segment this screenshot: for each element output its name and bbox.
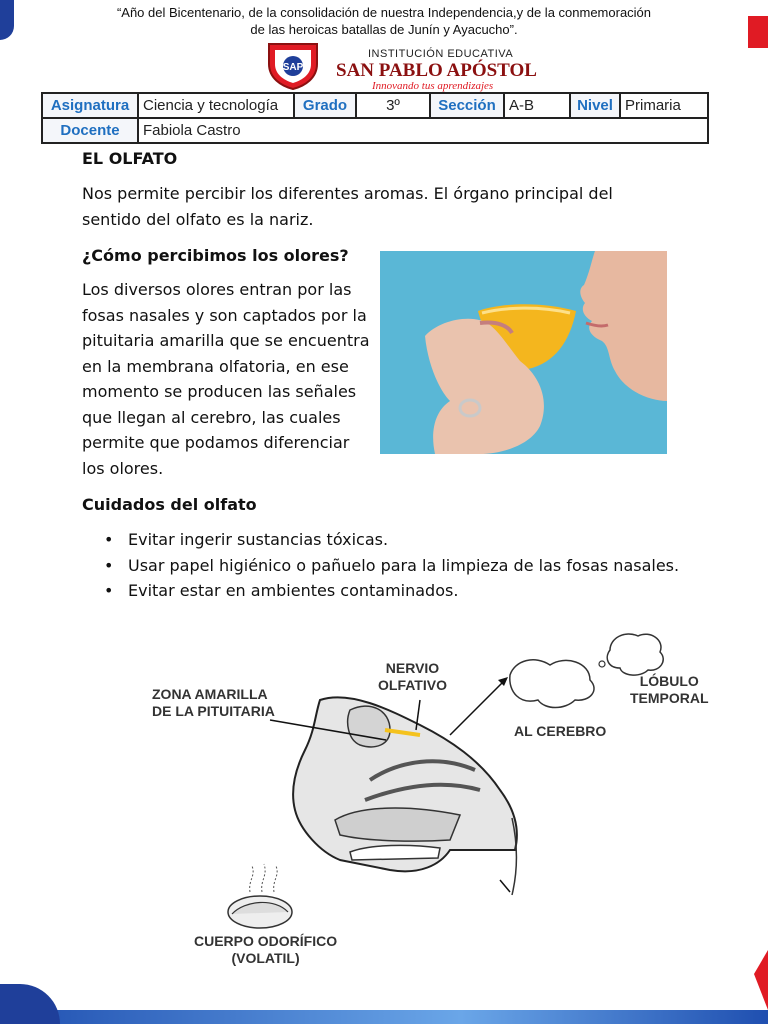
motto-line-1: “Año del Bicentenario, de la consolidación de nuestra Independencia,y de la conmemoración (116, 5, 652, 20)
how-heading: ¿Cómo percibimos los olores? (82, 246, 349, 265)
pituitary-zone-label-line-1: ZONA AMARILLA (152, 686, 268, 702)
motto-line-2: de las heroicas batallas de Junín y Ayacucho”. (250, 22, 518, 37)
corner-decoration-top-left (0, 0, 14, 40)
teacher-value: Fabiola Castro (138, 118, 708, 143)
national-motto (40, 4, 728, 38)
odorous-body-label-line-2: (VOLATIL) (231, 950, 300, 966)
course-info-table (41, 92, 709, 144)
section-value: A-B (504, 93, 570, 118)
course-info-row-1 (42, 93, 708, 118)
grade-value: 3º (356, 93, 430, 118)
subject-label: Asignatura (42, 93, 138, 118)
level-value: Primaria (620, 93, 708, 118)
temporal-lobe-label-line-1: LÓBULO (639, 673, 699, 689)
olfactory-nerve-label-line-2: OLFATIVO (378, 677, 447, 693)
institution-type-label: INSTITUCIÓN EDUCATIVA (368, 48, 514, 60)
institution-tagline: Innovando tus aprendizajes (372, 80, 494, 92)
shield-initials: SAP (282, 62, 304, 73)
care-list-item: • Evitar ingerir sustancias tóxicas. (128, 527, 708, 553)
school-shield-logo (265, 40, 321, 90)
temporal-lobe-label-line-2: TEMPORAL (630, 690, 709, 706)
olfactory-nerve-label-line-1: NERVIO (385, 660, 440, 676)
teacher-label: Docente (42, 118, 138, 143)
corner-decoration-bottom-right (754, 950, 768, 1010)
olfactory-nerve-label (378, 660, 447, 694)
odorous-body-label-line-1: CUERPO ODORÍFICO (194, 933, 338, 949)
subject-value: Ciencia y tecnología (138, 93, 294, 118)
footer-band (0, 1010, 768, 1024)
care-list (82, 527, 708, 604)
intro-paragraph: Nos permite percibir los diferentes aromas. El órgano principal del sentido del olfato es la nariz. (82, 184, 613, 229)
odorous-body-label (194, 933, 337, 967)
corner-decoration-top-right (748, 16, 768, 48)
institution-name: SAN PABLO APÓSTOL (336, 60, 537, 81)
smelling-lemon-photo (380, 251, 667, 454)
corner-decoration-bottom-left (0, 984, 60, 1024)
pituitary-zone-label (152, 686, 275, 720)
level-label: Nivel (570, 93, 620, 118)
care-list-item: • Evitar estar en ambientes contaminados. (128, 578, 708, 604)
page-title: EL OLFATO (82, 149, 178, 168)
temporal-lobe-cloud (607, 634, 663, 675)
care-list-item: • Usar papel higiénico o pañuelo para la limpieza de las fosas nasales. (128, 553, 708, 579)
care-heading: Cuidados del olfato (82, 495, 257, 514)
olfaction-diagram (120, 630, 740, 975)
brain-thought-cloud (510, 660, 594, 708)
pituitary-zone-label-line-2: DE LA PITUITARIA (152, 703, 275, 719)
odorous-body-illustration (228, 864, 292, 928)
grade-label: Grado (294, 93, 356, 118)
course-info-row-2 (42, 118, 708, 143)
temporal-lobe-label (630, 673, 709, 707)
brain-arrow-line (450, 680, 505, 735)
to-brain-label: AL CEREBRO (514, 723, 607, 739)
section-label: Sección (430, 93, 504, 118)
how-paragraph: Los diversos olores entran por las fosas nasales y son captados por la pituitaria amarilla que se encuentra en la membrana olfatoria, en ese momento se producen las señales que llegan al cerebro, las cuales permite que podamos diferenciar los olores. (82, 280, 370, 478)
